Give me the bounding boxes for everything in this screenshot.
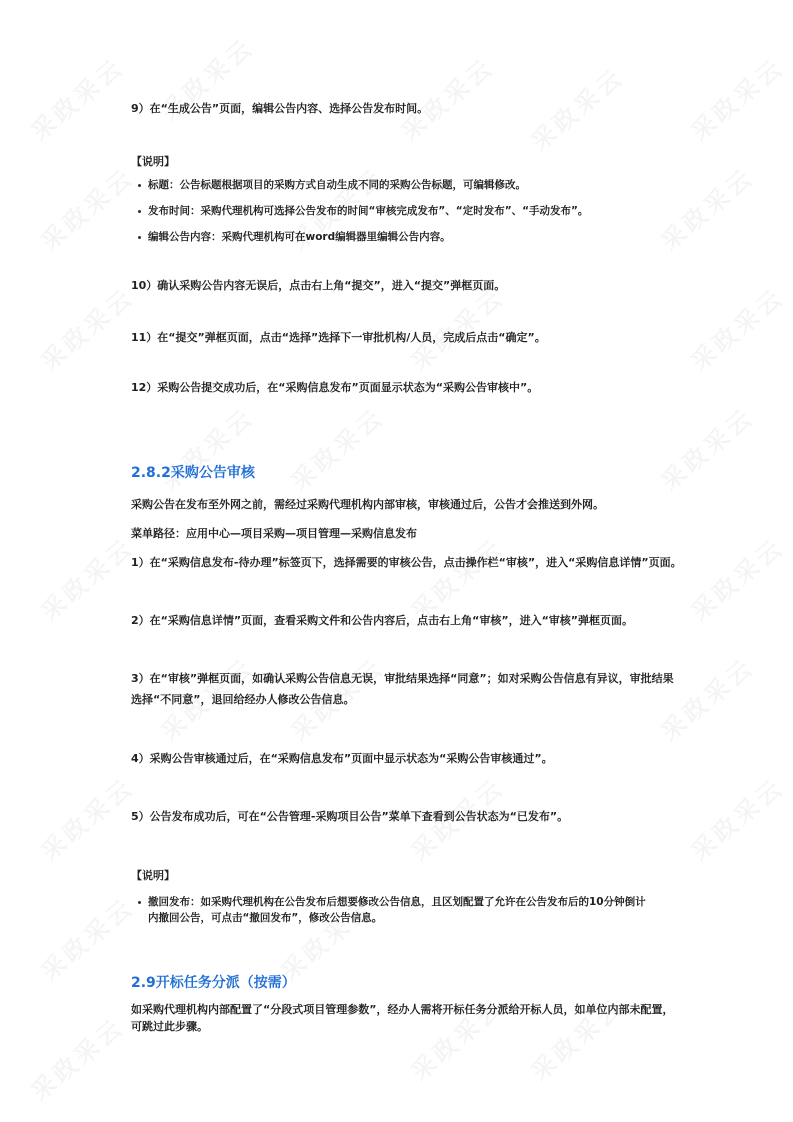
- step-9: 9）在“生成公告”页面，编辑公告内容、选择公告发布时间。: [131, 102, 429, 115]
- watermark: [32, 158, 140, 257]
- watermark: [32, 278, 140, 377]
- note-item: [148, 229, 451, 245]
- watermark: [682, 278, 790, 377]
- step-12: 12）采购公告提交成功后，在“采购信息发布”页面显示状态为“采购公告审核中”。: [131, 381, 539, 394]
- watermark: [22, 1008, 130, 1107]
- note-label: 【说明】: [131, 869, 175, 882]
- bullet-dot: [138, 236, 141, 239]
- watermark: [32, 888, 140, 987]
- watermark: [32, 528, 140, 627]
- menu-path: 菜单路径：应用中心—项目采购—项目管理—采购信息发布: [131, 527, 417, 540]
- bullet-dot: [138, 901, 141, 904]
- step-10: 10）确认采购公告内容无误后，点击右上角“提交”，进入“提交”弹框页面。: [131, 279, 506, 292]
- audit-step-4: 4）采购公告审核通过后，在“采购信息发布”页面中显示状态为“采购公告审核通过”。: [131, 752, 553, 765]
- watermark: [282, 398, 390, 497]
- watermark: [22, 48, 130, 147]
- watermark: [32, 768, 140, 867]
- watermark: [652, 398, 760, 497]
- bullet-dot: [138, 184, 141, 187]
- audit-step-2: 2）在“采购信息详情”页面，查看采购文件和公告内容后，点击右上角“审核”，进入“审核”弹框页面。: [131, 614, 634, 627]
- note-item-text: 撤回发布：如采购代理机构在公告发布后想要修改公告信息，且区划配置了允许在公告发布后的10分钟倒计: [148, 896, 646, 908]
- note-item: [148, 177, 526, 193]
- watermark: [152, 398, 260, 497]
- section-heading-2-8-2: 2.8.2采购公告审核: [131, 465, 255, 481]
- note-item: [148, 894, 646, 910]
- audit-step-5: 5）公告发布成功后，可在“公告管理-采购项目公告”菜单下查看到公告状态为“已发布”。: [131, 810, 569, 823]
- watermark: [652, 648, 760, 747]
- section-heading-2-9: 2.9开标任务分派（按需）: [131, 975, 296, 991]
- note-item-text: 编辑公告内容：采购代理机构可在word编辑器里编辑公告内容。: [148, 231, 451, 243]
- section-intro: 采购公告在发布至外网之前，需经过采购代理机构内部审核，审核通过后，公告才会推送到外网。: [131, 498, 604, 511]
- watermark: [682, 768, 790, 867]
- watermark: [682, 48, 790, 147]
- note-item-cont: 内撤回公告，可点击“撤回发布”，修改公告信息。: [148, 912, 383, 924]
- note-item-text: 发布时间：采购代理机构可选择公告发布的时间“审核完成发布”、“定时发布”、“手动发布”。: [148, 205, 589, 217]
- note-item-text: 标题：公告标题根据项目的采购方式自动生成不同的采购公告标题，可编辑修改。: [148, 179, 526, 191]
- bullet-dot: [138, 210, 141, 213]
- watermark: [522, 58, 630, 157]
- audit-step-3-cont: 选择“不同意”，退回给经办人修改公告信息。: [131, 693, 355, 706]
- watermark: [682, 528, 790, 627]
- step-11: 11）在“提交”弹框页面，点击“选择”选择下一审批机构/人员，完成后点击“确定”。: [131, 331, 546, 344]
- watermark: [652, 158, 760, 257]
- section-29-body-cont: 可跳过此步骤。: [131, 1020, 208, 1033]
- audit-step-1: 1）在“采购信息发布-待办理”标签页下，选择需要的审核公告，点击操作栏“审核”，进入“采购信息详情”页面。: [131, 556, 682, 569]
- section-29-body: 如采购代理机构内部配置了“分段式项目管理参数”，经办人需将开标任务分派给开标人员，如单位内部未配置，: [131, 1003, 674, 1016]
- audit-step-3: 3）在“审核”弹框页面，如确认采购公告信息无误，审批结果选择“同意”；如对采购公告信息有异议，审批结果: [131, 672, 674, 685]
- note-label: 【说明】: [131, 155, 175, 168]
- note-item: [148, 203, 588, 219]
- watermark: [392, 48, 500, 147]
